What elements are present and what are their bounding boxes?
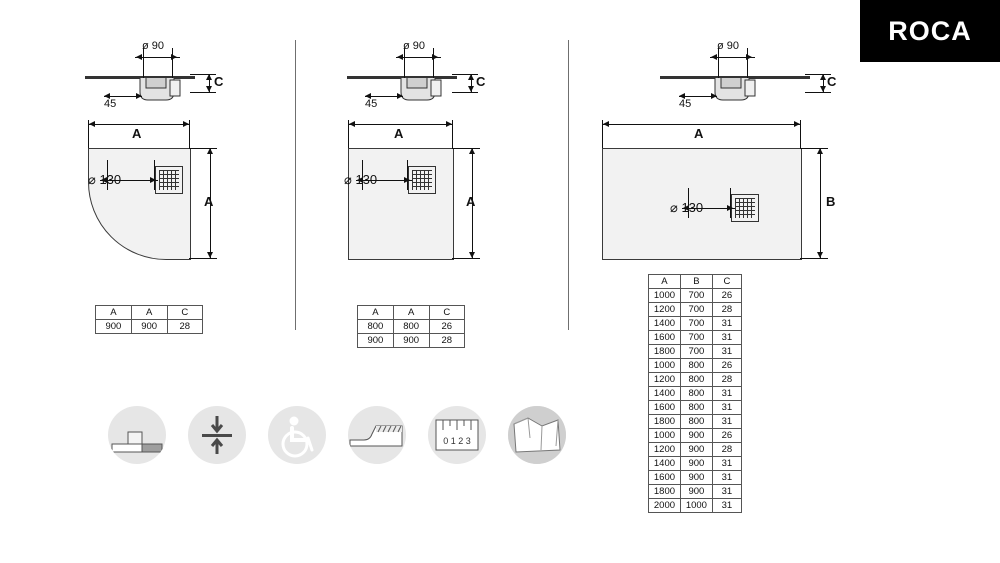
cell: 28 (712, 443, 741, 457)
drain-grate-icon (408, 166, 436, 194)
quadrant-depth-label: A (204, 194, 214, 209)
quadrant-dimension-table (95, 305, 203, 334)
table-row (649, 289, 742, 303)
feature-icon-strip (108, 406, 566, 464)
quadrant-drain-size-label: ⌀ 130 (88, 172, 122, 187)
table-header-row (96, 306, 203, 320)
rect-drain-diameter-label: ø 90 (717, 40, 740, 52)
panel-divider-2 (568, 40, 569, 330)
cell: 1200 (649, 303, 681, 317)
cell: 1000 (649, 359, 681, 373)
panel-divider-1 (295, 40, 296, 330)
table-row (649, 485, 742, 499)
cell: 800 (680, 415, 712, 429)
cell: 800 (393, 320, 429, 334)
cell: 28 (429, 334, 464, 348)
ext-line (154, 160, 155, 190)
cell: 31 (712, 499, 741, 513)
cell: 900 (358, 334, 394, 348)
anti-slip-surface-icon (348, 406, 406, 464)
flush-to-floor-icon (108, 406, 166, 464)
table-row (649, 443, 742, 457)
cell: 800 (680, 373, 712, 387)
rect-drain-size-label: ⌀ 130 (670, 200, 704, 215)
table-row (649, 471, 742, 485)
quadrant-width-label: A (132, 126, 142, 141)
cell: 1000 (649, 429, 681, 443)
cell: 700 (680, 317, 712, 331)
waste-trap-icon (711, 78, 759, 104)
cell: 26 (712, 359, 741, 373)
col-header: B (680, 275, 712, 289)
table-row (649, 345, 742, 359)
cell: 1800 (649, 415, 681, 429)
cell: 1600 (649, 331, 681, 345)
table-row (96, 320, 203, 334)
col-header: C (712, 275, 741, 289)
cell: 900 (680, 471, 712, 485)
rect-width-label: A (694, 126, 704, 141)
ext-line (452, 258, 480, 259)
cell: 900 (96, 320, 132, 334)
square-width-label: A (394, 126, 404, 141)
cell: 1200 (649, 373, 681, 387)
dim-line-a-width (348, 124, 452, 125)
col-header: C (429, 306, 464, 320)
cell: 28 (712, 373, 741, 387)
ext-line (452, 120, 453, 148)
table-row (649, 499, 742, 513)
cell: 900 (680, 429, 712, 443)
table-row (649, 457, 742, 471)
col-header: A (96, 306, 132, 320)
dim-ext-c-bot (805, 92, 831, 93)
cell: 900 (680, 485, 712, 499)
cell: 800 (358, 320, 394, 334)
table-row (358, 334, 465, 348)
table-row (649, 359, 742, 373)
dim-ext-c-top (190, 74, 216, 75)
cell: 700 (680, 331, 712, 345)
cell: 700 (680, 303, 712, 317)
quadrant-offset-label: 45 (104, 98, 117, 110)
cell: 1400 (649, 317, 681, 331)
rect-height-label: C (827, 74, 837, 89)
scale-ticks-label: 0 1 2 3 (443, 436, 471, 446)
waste-trap-icon (397, 78, 445, 104)
square-tray-shape (348, 148, 454, 260)
dim-ext-c-bot (190, 92, 216, 93)
cell: 900 (680, 443, 712, 457)
cell: 800 (680, 359, 712, 373)
dim-line-b-depth (820, 148, 821, 258)
quadrant-height-label: C (214, 74, 224, 89)
cell: 31 (712, 471, 741, 485)
accessibility-icon (268, 406, 326, 464)
ext-line (800, 258, 828, 259)
table-row (649, 387, 742, 401)
table-header-row (649, 275, 742, 289)
drain-grate-icon (731, 194, 759, 222)
cuttable-to-measure-icon (428, 406, 486, 464)
ext-line (730, 188, 731, 218)
cell: 31 (712, 457, 741, 471)
square-depth-label: A (466, 194, 476, 209)
table-row (649, 429, 742, 443)
square-dimension-table (357, 305, 465, 348)
cell: 1000 (680, 499, 712, 513)
rect-offset-label: 45 (679, 98, 692, 110)
cell: 26 (712, 289, 741, 303)
col-header: A (649, 275, 681, 289)
cell: 900 (131, 320, 167, 334)
table-header-row (358, 306, 465, 320)
square-drain-diameter-label: ø 90 (403, 40, 426, 52)
table-row (649, 331, 742, 345)
cell: 1600 (649, 471, 681, 485)
cell: 31 (712, 415, 741, 429)
cell: 31 (712, 401, 741, 415)
cell: 26 (429, 320, 464, 334)
cell: 26 (712, 429, 741, 443)
cell: 800 (680, 387, 712, 401)
roca-logo (860, 0, 1000, 62)
ext-line (189, 258, 217, 259)
dim-tick (404, 48, 405, 78)
dim-line-a-width (88, 124, 189, 125)
cell: 700 (680, 345, 712, 359)
square-drain-size-label: ⌀ 130 (344, 172, 378, 187)
table-row (649, 415, 742, 429)
square-height-label: C (476, 74, 486, 89)
cell: 1800 (649, 345, 681, 359)
rect-depth-label: B (826, 194, 836, 209)
col-header: C (167, 306, 202, 320)
stone-texture-icon (508, 406, 566, 464)
table-row (649, 317, 742, 331)
dim-line-a-width (602, 124, 800, 125)
cell: 31 (712, 387, 741, 401)
cell: 31 (712, 345, 741, 359)
table-row (649, 373, 742, 387)
cell: 1600 (649, 401, 681, 415)
dim-ext-c-bot (452, 92, 478, 93)
cell: 1200 (649, 443, 681, 457)
dim-ext-c-top (452, 74, 478, 75)
cell: 1800 (649, 485, 681, 499)
ext-line (189, 120, 190, 148)
cell: 31 (712, 485, 741, 499)
cell: 1400 (649, 387, 681, 401)
drain-grate-icon (155, 166, 183, 194)
ext-line (452, 148, 480, 149)
dim-tick (172, 48, 173, 78)
cell: 1000 (649, 289, 681, 303)
cell: 1400 (649, 457, 681, 471)
cell: 31 (712, 331, 741, 345)
cell: 700 (680, 289, 712, 303)
ext-line (800, 120, 801, 148)
cell: 28 (167, 320, 202, 334)
cell: 2000 (649, 499, 681, 513)
table-row (649, 303, 742, 317)
cell: 31 (712, 317, 741, 331)
dim-tick (747, 48, 748, 78)
quadrant-drain-diameter-label: ø 90 (142, 40, 165, 52)
dim-tick (718, 48, 719, 78)
waste-trap-icon (136, 78, 184, 104)
dim-tick (143, 48, 144, 78)
cell: 900 (680, 457, 712, 471)
dim-tick (433, 48, 434, 78)
ext-line (800, 148, 828, 149)
table-row (358, 320, 465, 334)
square-offset-label: 45 (365, 98, 378, 110)
col-header: A (131, 306, 167, 320)
cell: 800 (680, 401, 712, 415)
cell: 900 (393, 334, 429, 348)
rectangular-dimension-table (648, 274, 742, 513)
col-header: A (358, 306, 394, 320)
brand-name: ROCA (888, 15, 972, 46)
table-row (649, 401, 742, 415)
cell: 28 (712, 303, 741, 317)
col-header: A (393, 306, 429, 320)
ext-line (407, 160, 408, 190)
low-height-icon (188, 406, 246, 464)
quadrant-tray-shape (88, 148, 191, 260)
